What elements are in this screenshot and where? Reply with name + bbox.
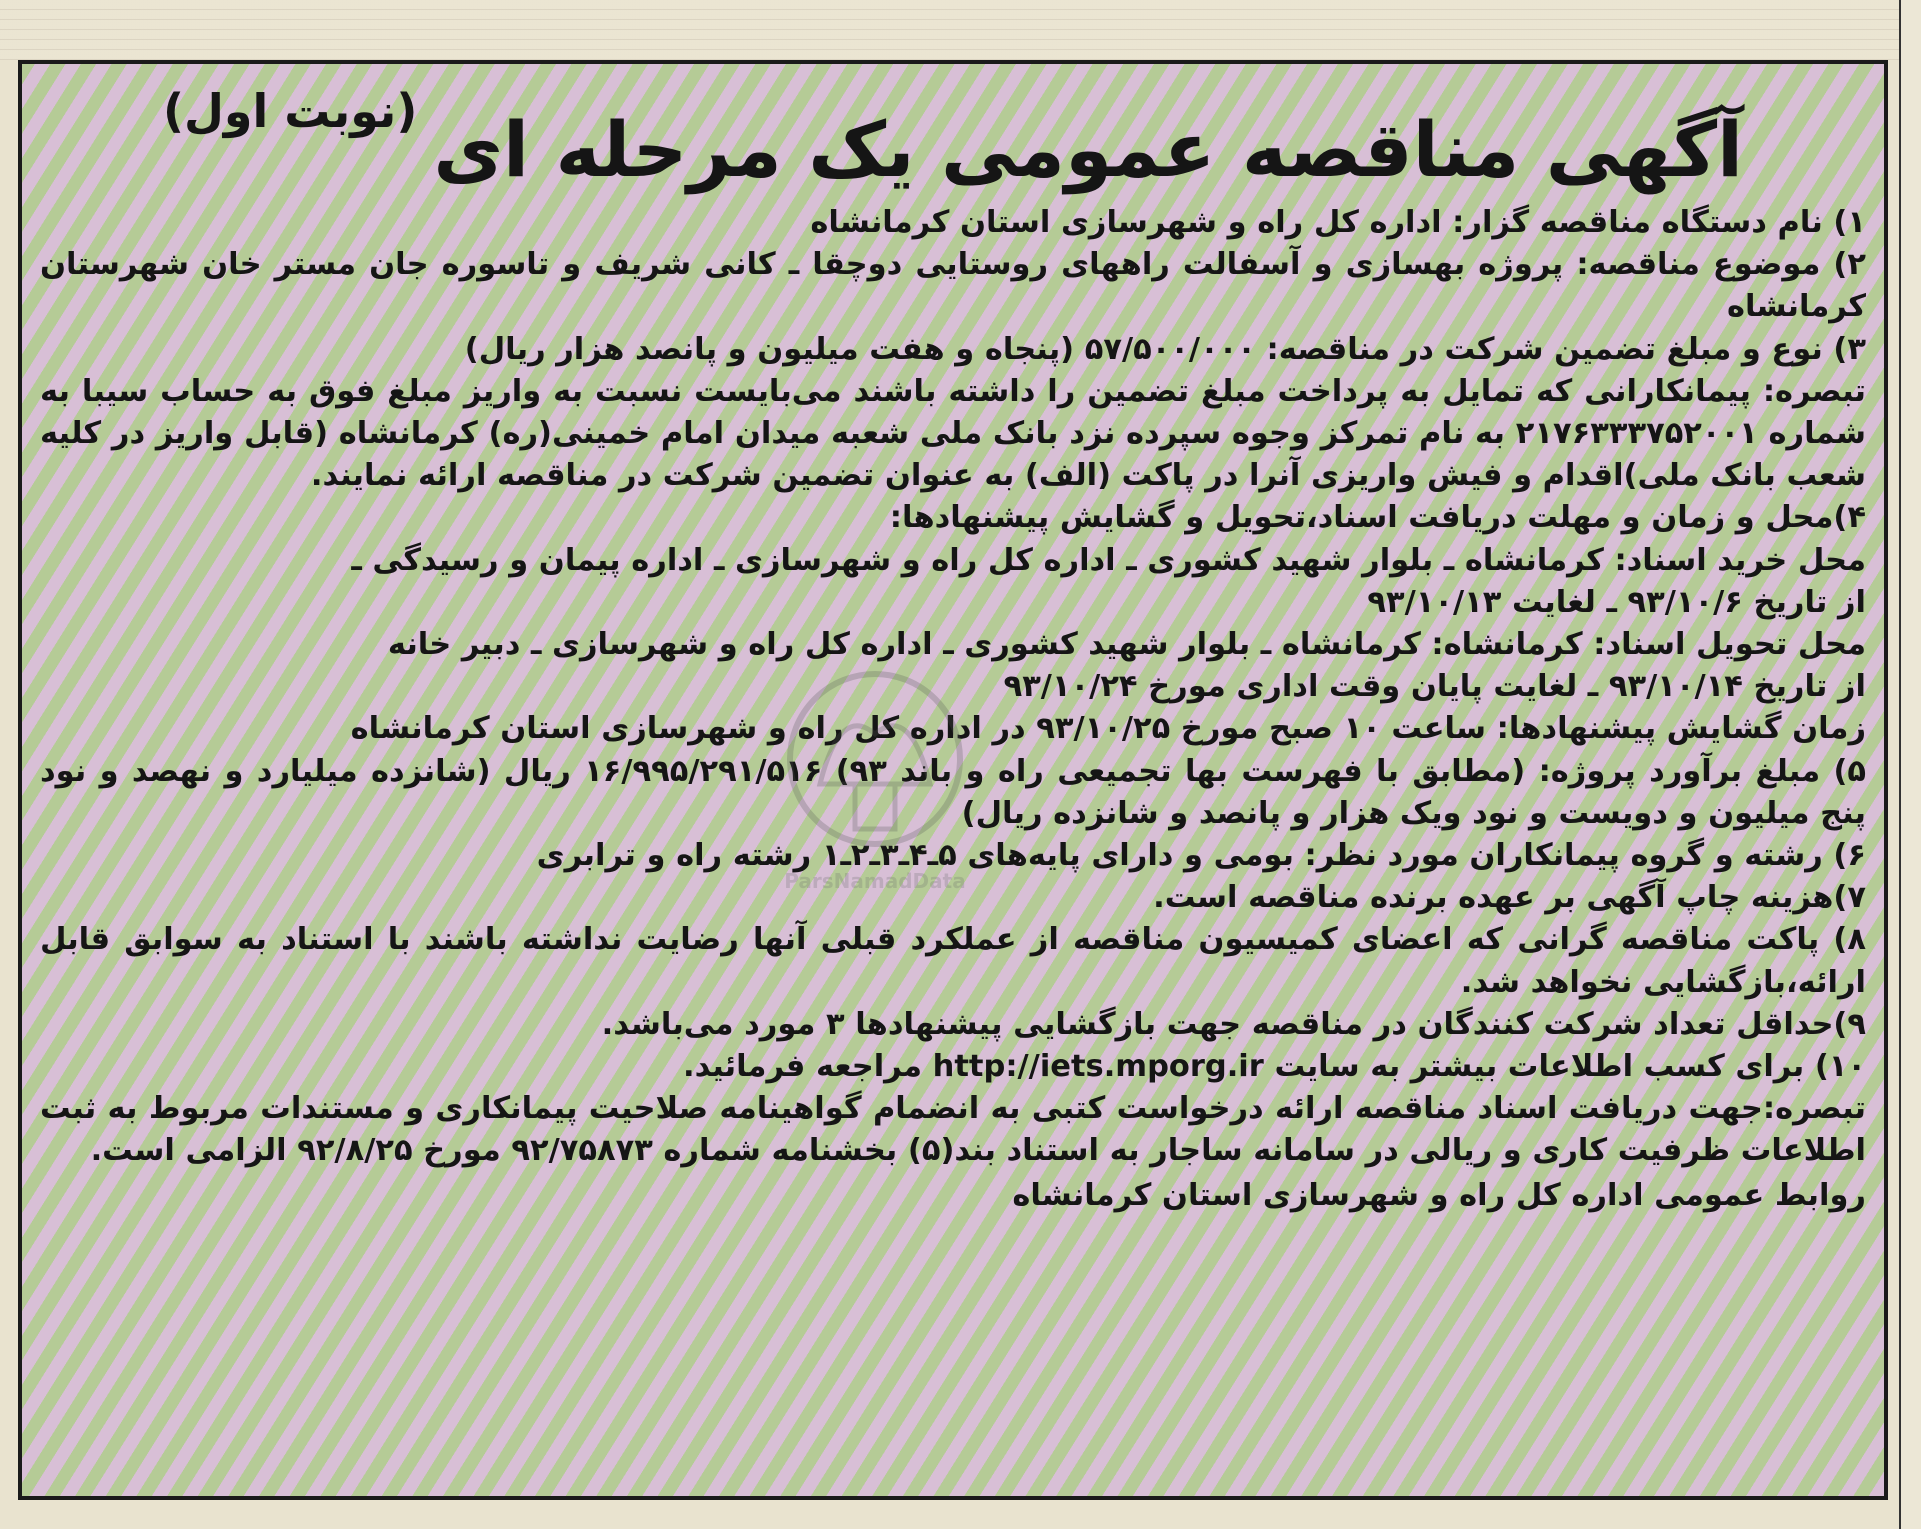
documents-delivery-dates: از تاریخ ۹۳/۱۰/۱۴ ـ لغایت پایان وقت اداری مورخ ۹۳/۱۰/۲۴: [1003, 669, 1866, 705]
public-relations-signature: روابط عمومی اداره کل راه و شهرسازی استان کرمانشاه: [1012, 1177, 1866, 1213]
item-2-tender-subject: ۲) موضوع مناقصه: پروژه بهسازی و آسفالت راههای روستایی دوچقا ـ کانی شریف و تاسوره جان مستر خان شهرستان کرمانشاه: [40, 247, 1866, 325]
note-guarantee-payment: تبصره: پیمانکارانی که تمایل به پرداخت مبلغ تضمین را داشته باشند می‌بایست نسبت به واریز مبلغ فوق به حساب سیبا به شماره ۲۱۷۶۳۳۳۷۵۲۰۰۱ به نام تمرکز وجوه سپرده نزد بانک ملی شعبه میدان امام خمینی(ره) کرمانشاه (قابل واریز در کلیه شعب بانک ملی)اقدام و فیش واریزی آنرا در پاکت (الف) به عنوان تضمین شرکت در مناقصه ارائه نمایند.: [40, 373, 1866, 494]
more-info-suffix: مراجعه فرمائید.: [683, 1049, 923, 1085]
item-8-rejected-bids: ۸) پاکت مناقصه گرانی که اعضای کمیسیون مناقصه از عملکرد قبلی آنها رضایت نداشته باشند با استناد به سوابق قابل ارائه،بازگشایی نخواهد شد.: [40, 922, 1866, 1000]
item-5-project-estimate: ۵) مبلغ برآورد پروژه: (مطابق با فهرست بها تجمیعی راه و باند ۹۳) ۱۶/۹۹۵/۲۹۱/۵۱۶ ریال (شانزده میلیارد و نهصد و نود پنج میلیون و دویست و نود ویک هزار و پانصد و شانزده ریال): [40, 753, 1867, 831]
tender-notice-content: [40, 64, 1866, 1496]
adjacent-column-edge: [1899, 0, 1921, 1529]
item-9-minimum-bidders: ۹)حداقل تعداد شرکت کنندگان در مناقصه جهت بازگشایی پیشنهادها ۳ مورد می‌باشد.: [601, 1006, 1866, 1042]
item-4-documents-schedule: ۴)محل و زمان و مهلت دریافت اسناد،تحویل و گشایش پیشنهادها:: [889, 500, 1866, 536]
notice-round: (نوبت اول): [162, 84, 418, 138]
watermark-text: ParsNamadData: [784, 869, 966, 893]
item-6-contractor-grade: ۶) رشته و گروه پیمانکاران مورد نظر: بومی و دارای پایه‌های ۵ـ۴ـ۳ـ۲ـ۱ رشته راه و ترابری: [536, 838, 1866, 874]
watermark-stamp: [760, 664, 990, 914]
tender-notice-box: [18, 60, 1888, 1500]
adjacent-newsprint-strip: [0, 0, 1921, 60]
item-7-ad-cost: ۷)هزینه چاپ آگهی بر عهده برنده مناقصه است.: [1153, 880, 1866, 916]
notice-heading: [40, 68, 1866, 194]
note-documents-request: تبصره:جهت دریافت اسناد مناقصه ارائه درخواست کتبی به انضمام گواهینامه صلاحیت پیمانکاری و مستندات مربوط به ثبت اطلاعات ظرفیت کاری و ریالی در سامانه ساجار به استناد بند(۵) بخشنامه شماره ۹۲/۷۵۸۷۳ مورخ ۹۲/۸/۲۵ الزامی است.: [40, 1091, 1866, 1169]
item-10-more-info: [40, 1046, 1866, 1088]
documents-purchase-dates: از تاریخ ۹۳/۱۰/۶ ـ لغایت ۹۳/۱۰/۱۳: [1367, 584, 1866, 620]
documents-purchase-place: محل خرید اسناد: کرمانشاه ـ بلوار شهید کشوری ـ اداره کل راه و شهرسازی ـ اداره پیمان و رسیدگی ـ: [351, 542, 1866, 578]
item-3-guarantee-amount: ۳) نوع و مبلغ تضمین شرکت در مناقصه: ۵۷/۵۰۰/۰۰۰ (پنجاه و هفت میلیون و پانصد هزار ریال): [464, 331, 1866, 367]
item-1-tender-authority: ۱) نام دستگاه مناقصه گزار: اداره کل راه و شهرسازی استان کرمانشاه: [810, 205, 1866, 240]
website-link[interactable]: http://iets.mporg.ir: [932, 1049, 1264, 1085]
watermark-logo-icon: [760, 664, 990, 874]
more-info-prefix: ۱۰) برای کسب اطلاعات بیشتر به سایت: [1274, 1049, 1866, 1085]
bids-opening-time: زمان گشایش پیشنهادها: ساعت ۱۰ صبح مورخ ۹۳/۱۰/۲۵ در اداره کل راه و شهرسازی استان کرمانشاه: [350, 711, 1866, 747]
documents-delivery-place: محل تحویل اسناد: کرمانشاه: کرمانشاه ـ بلوار شهید کشوری ـ اداره کل راه و شهرسازی ـ دبیر خانه: [387, 627, 1866, 663]
notice-title: آگهی مناقصه عمومی یک مرحله ای: [433, 105, 1744, 194]
